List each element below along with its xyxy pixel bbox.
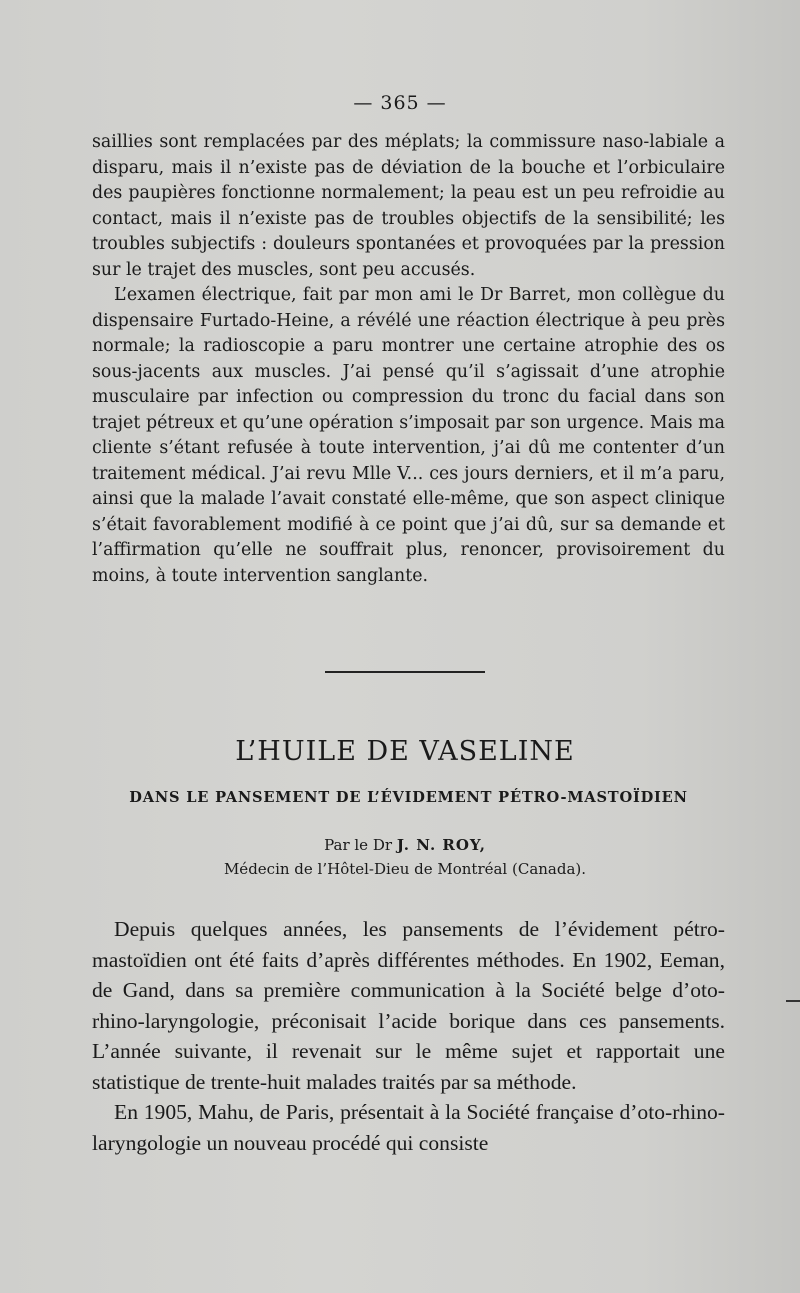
byline-prefix: Par le Dr xyxy=(324,836,393,854)
article-body xyxy=(92,914,725,1158)
article-subtitle: DANS LE PANSEMENT DE L’ÉVIDEMENT PÉTRO-MASTOÏDIEN xyxy=(129,789,688,806)
author-name: J. N. ROY, xyxy=(396,836,486,854)
article-paragraph-1: Depuis quelques années, les pansements de l’évidement pétro-mastoïdien ont été faits d’après différentes méthodes. En 1902, Eeman, de Gand, dans sa première communication à la Société belge d’oto-rhino-laryngologie, préconisait l’acide borique dans ces pansements. L’année suivante, il revenait sur le même sujet et rapportait une statistique de trente-huit malades traités par sa méthode. xyxy=(92,917,725,1094)
article-title: L’HUILE DE VASELINE xyxy=(235,736,575,767)
author-affiliation: Médecin de l’Hôtel-Dieu de Montréal (Canada). xyxy=(223,860,587,878)
page-number: — 365 — xyxy=(353,92,447,114)
byline xyxy=(0,836,800,854)
paragraph-2: L’examen électrique, fait par mon ami le Dr Barret, mon collègue du dispensaire Furtado-Heine, a révélé une réaction électrique à peu près normale; la radioscopie a paru montrer une certaine atrophie des os sous-jacents aux muscles. J’ai pensé qu’il s’agissait d’une atrophie musculaire par infection ou compression du tronc du facial dans son trajet pétreux et qu’une opération s’imposait par son urgence. Mais ma cliente s’étant refusée à toute intervention, j’ai dû me contenter d’un traitement médical. J’ai revu Mlle V... ces jours derniers, et il m’a paru, ainsi que la malade l’avait constaté elle-même, que son aspect clinique s’était favorablement modifié à ce point que j’ai dû, sur sa demande et l’affirmation qu’elle ne souffrait plus, renoncer, provisoirement du moins, à toute intervention sanglante. xyxy=(92,285,725,586)
page-edge-mark xyxy=(786,1000,800,1002)
section-divider-rule xyxy=(325,671,485,673)
article-paragraph-2: En 1905, Mahu, de Paris, présentait à la Société française d’oto-rhino-laryngologie un nouveau procédé qui consiste xyxy=(92,1100,725,1155)
section-previous-article xyxy=(92,130,725,589)
paragraph-1: saillies sont remplacées par des méplats; la commissure naso-labiale a disparu, mais il n’existe pas de déviation de la bouche et l’orbiculaire des paupières fonctionne normalement; la peau est un peu refroidie au contact, mais il n’existe pas de troubles objectifs de la sensibilité; les troubles subjectifs : douleurs spontanées et provoquées par la pression sur le trajet des muscles, sont peu accusés. xyxy=(92,132,725,280)
